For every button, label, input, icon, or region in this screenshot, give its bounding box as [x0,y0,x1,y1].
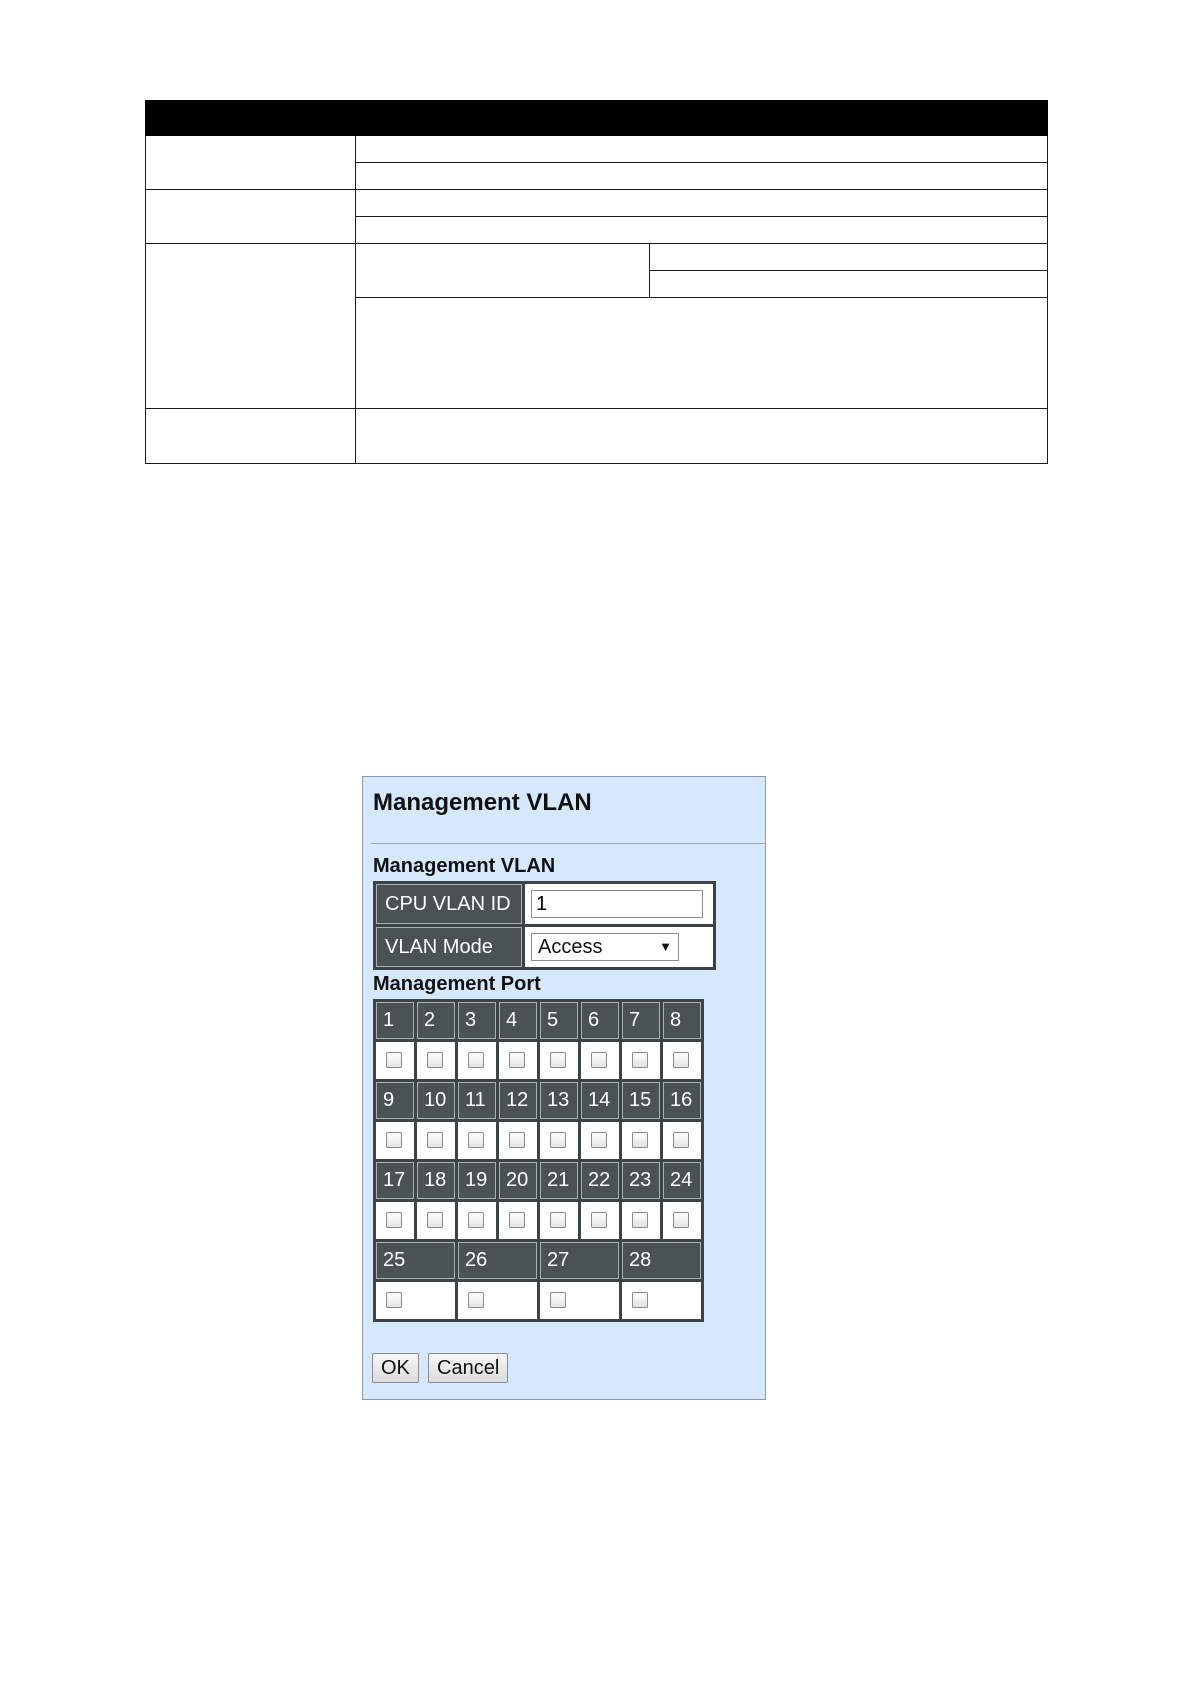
port-label: 8 [663,1002,701,1039]
port-label: 18 [417,1162,455,1199]
port-checkbox[interactable] [509,1212,525,1228]
port-label: 7 [622,1002,660,1039]
port-checkbox[interactable] [591,1132,607,1148]
table-row [146,136,1048,163]
port-checkbox[interactable] [427,1132,443,1148]
description-table-header [146,101,1048,136]
cancel-button[interactable]: Cancel [428,1353,508,1383]
port-checkbox[interactable] [427,1212,443,1228]
port-checkbox[interactable] [632,1212,648,1228]
port-label: 24 [663,1162,701,1199]
port-checkbox[interactable] [632,1132,648,1148]
port-label: 27 [540,1242,619,1279]
table-row [146,190,1048,217]
port-label: 4 [499,1002,537,1039]
table-row [146,244,1048,271]
port-checkbox[interactable] [591,1052,607,1068]
port-checkbox-row [376,1122,701,1159]
port-checkbox-row [376,1282,701,1319]
port-label: 14 [581,1082,619,1119]
port-checkbox[interactable] [509,1132,525,1148]
port-checkbox[interactable] [468,1212,484,1228]
port-label: 5 [540,1002,578,1039]
port-label: 26 [458,1242,537,1279]
management-vlan-panel [362,776,766,1400]
port-label: 9 [376,1082,414,1119]
port-label: 6 [581,1002,619,1039]
table-row [376,884,713,924]
port-checkbox[interactable] [509,1052,525,1068]
port-checkbox-row [376,1202,701,1239]
port-label: 20 [499,1162,537,1199]
vlan-mode-select[interactable] [531,933,679,961]
port-label: 21 [540,1162,578,1199]
port-label: 10 [417,1082,455,1119]
vlan-mode-value: Access [538,936,603,958]
port-number-row [376,1242,701,1279]
management-port-grid [373,999,704,1322]
ok-button[interactable]: OK [372,1353,419,1383]
port-label: 28 [622,1242,701,1279]
port-checkbox[interactable] [468,1292,484,1308]
port-checkbox[interactable] [427,1052,443,1068]
cpu-vlan-id-label: CPU VLAN ID [376,884,522,924]
port-label: 3 [458,1002,496,1039]
port-label: 19 [458,1162,496,1199]
port-checkbox[interactable] [591,1212,607,1228]
port-label: 11 [458,1082,496,1119]
port-checkbox[interactable] [468,1052,484,1068]
cpu-vlan-id-input[interactable] [531,890,703,918]
vlan-mode-label: VLAN Mode [376,927,522,967]
port-label: 1 [376,1002,414,1039]
port-checkbox[interactable] [386,1132,402,1148]
port-checkbox[interactable] [550,1212,566,1228]
port-checkbox[interactable] [673,1132,689,1148]
port-label: 25 [376,1242,455,1279]
vlan-config-table [373,881,716,970]
divider [371,843,765,844]
port-label: 15 [622,1082,660,1119]
port-checkbox[interactable] [673,1212,689,1228]
description-table [145,100,1048,464]
port-label: 12 [499,1082,537,1119]
port-checkbox[interactable] [550,1132,566,1148]
port-checkbox-row [376,1042,701,1079]
table-row [376,927,713,967]
port-label: 17 [376,1162,414,1199]
port-checkbox[interactable] [386,1212,402,1228]
port-checkbox[interactable] [550,1292,566,1308]
port-checkbox[interactable] [673,1052,689,1068]
section-label-management-vlan: Management VLAN [373,855,556,877]
page-title: Management VLAN [373,789,592,816]
port-checkbox[interactable] [386,1052,402,1068]
port-checkbox[interactable] [468,1132,484,1148]
port-checkbox[interactable] [550,1052,566,1068]
section-label-management-port: Management Port [373,973,541,995]
port-number-row [376,1082,701,1119]
port-checkbox[interactable] [632,1292,648,1308]
port-number-row [376,1162,701,1199]
port-checkbox[interactable] [632,1052,648,1068]
port-label: 22 [581,1162,619,1199]
port-label: 2 [417,1002,455,1039]
dropdown-arrow-icon: ▼ [659,939,672,954]
port-label: 13 [540,1082,578,1119]
port-label: 16 [663,1082,701,1119]
port-label: 23 [622,1162,660,1199]
port-checkbox[interactable] [386,1292,402,1308]
table-row [146,409,1048,464]
port-number-row [376,1002,701,1039]
